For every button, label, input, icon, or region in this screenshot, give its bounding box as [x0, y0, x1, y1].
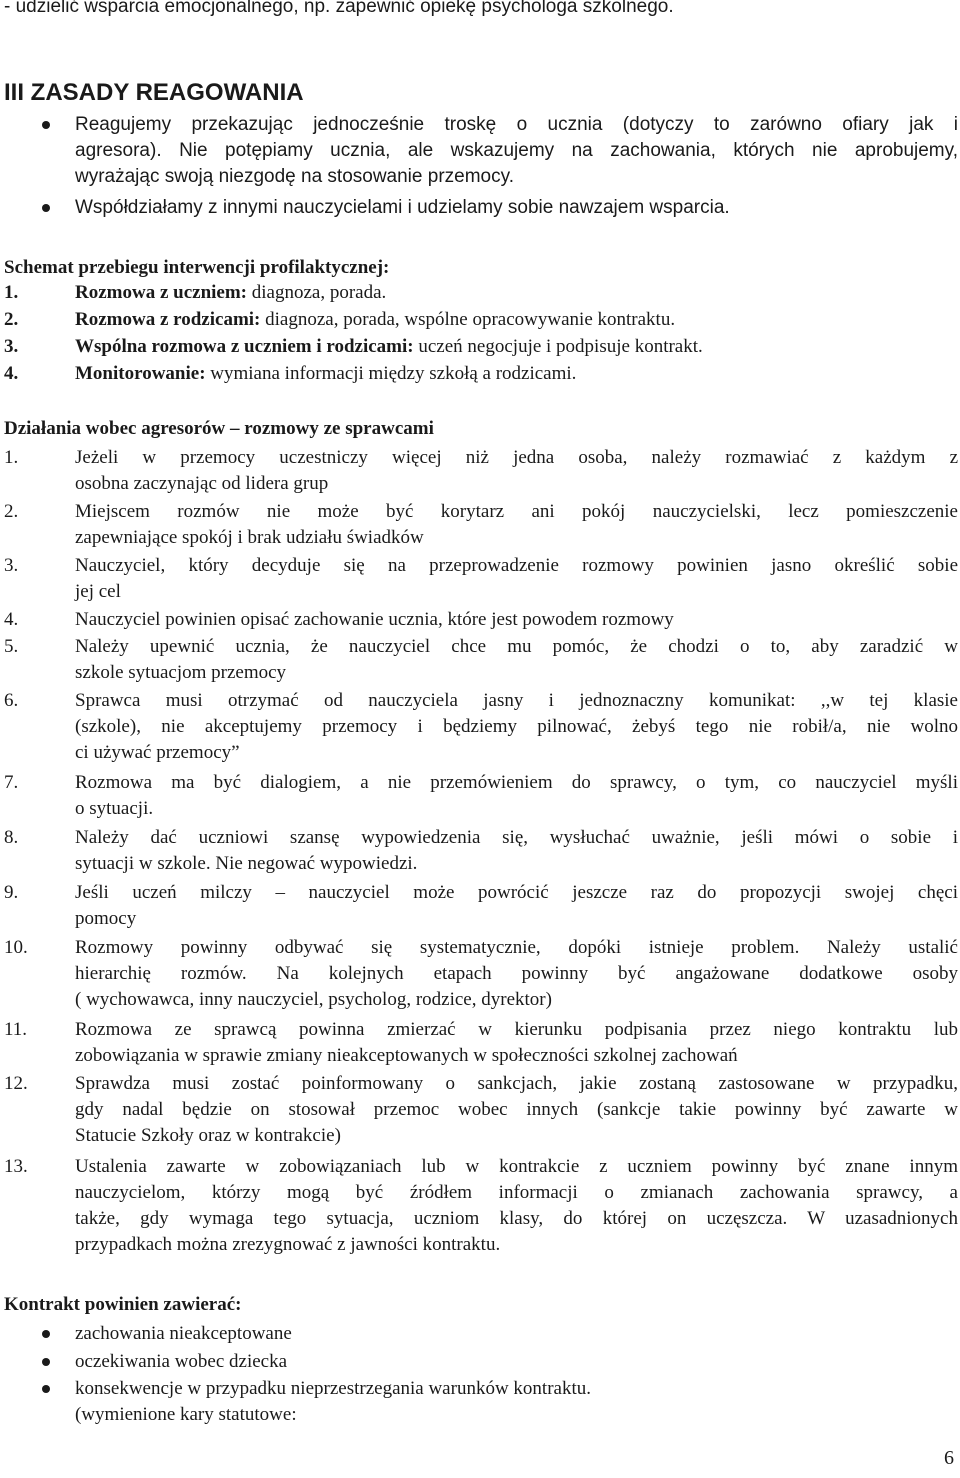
- schemat-item-label: Wspólna rozmowa z uczniem i rodzicami:: [75, 336, 414, 357]
- item-line: hierarchię rozmów. Na kolejnych etapach powinny być angażowane dodatkowe osoby: [75, 963, 958, 984]
- item-line: także, gdy wymaga tego sytuacja, uczniom klasy, do której on uczęszcza. W uzasadnionych: [75, 1208, 958, 1229]
- bullet-icon: [42, 1385, 50, 1393]
- dzialania-item: [75, 445, 958, 497]
- item-line: Miejscem rozmów nie może być korytarz ani pokój nauczycielski, lecz pomieszczenie: [75, 501, 958, 522]
- schemat-item-text: diagnoza, porada, wspólne opracowywanie kontraktu.: [260, 309, 676, 330]
- schemat-item-label: Monitorowanie:: [75, 363, 206, 384]
- list-number: 11.: [4, 1019, 28, 1040]
- list-number: 2.: [4, 501, 19, 522]
- item-line: gdy nadal będzie on stosował przemoc wobec innych (sankcje takie powinny być zawarte w: [75, 1099, 958, 1120]
- item-line: ci używać przemocy”: [75, 742, 240, 763]
- schemat-item-text: diagnoza, porada.: [247, 282, 387, 303]
- bullet-item: [75, 195, 958, 221]
- bullet-line: Reagujemy przekazując jednocześnie troskę o ucznia (dotyczy to zarówno ofiary jak i: [75, 114, 958, 135]
- list-number: 6.: [4, 690, 19, 711]
- item-line: Rozmowa ze sprawcą powinna zmierzać w kierunku podpisania przez niego kontraktu lub: [75, 1019, 958, 1040]
- list-number: 1.: [4, 447, 19, 468]
- list-number: 8.: [4, 827, 19, 848]
- item-line: jej cel: [75, 581, 121, 602]
- bullet-icon: [42, 1330, 50, 1338]
- item-line: osobna zaczynając od lidera grup: [75, 473, 329, 494]
- page-number: 6: [944, 1447, 954, 1469]
- item-line: Rozmowy powinny odbywać się systematycznie, dopóki istnieje problem. Należy ustalić: [75, 937, 958, 958]
- item-line: Jeżeli w przemocy uczestniczy więcej niż jedna osoba, należy rozmawiać z każdym z: [75, 447, 958, 468]
- item-line: ( wychowawca, inny nauczyciel, psycholog, rodzice, dyrektor): [75, 989, 552, 1010]
- item-line: zobowiązania w sprawie zmiany nieakceptowanych w społeczności szkolnej zachowań: [75, 1045, 738, 1066]
- list-number: 9.: [4, 882, 19, 903]
- item-line: przypadkach można zrezygnować z jawności kontraktu.: [75, 1234, 501, 1255]
- item-line: Nauczyciel, który decyduje się na przeprowadzenie rozmowy powinien jasno określić sobie: [75, 555, 958, 576]
- list-number: 12.: [4, 1073, 28, 1094]
- list-number: 4.: [4, 609, 19, 630]
- bullet-icon: [42, 121, 50, 129]
- bullet-line: Współdziałamy z innymi nauczycielami i udzielamy sobie nawzajem wsparcia.: [75, 197, 730, 218]
- dzialania-item: [75, 1017, 958, 1069]
- item-line: pomocy: [75, 908, 137, 929]
- item-line: Należy upewnić ucznia, że nauczyciel chce mu pomóc, że chodzi o to, aby zaradzić w: [75, 636, 958, 657]
- bullet-line: wyrażając swoją niezgodę na stosowanie przemocy.: [75, 166, 514, 187]
- dzialania-item: [75, 607, 958, 633]
- dzialania-item: [75, 770, 958, 822]
- bullet-item: [75, 112, 958, 190]
- list-number: 3.: [4, 555, 19, 576]
- dzialania-item: [75, 688, 958, 766]
- dzialania-item: [75, 935, 958, 1013]
- kontrakt-item: [75, 1321, 958, 1347]
- item-line: oczekiwania wobec dziecka: [75, 1351, 288, 1372]
- item-line: szkole sytuacjom przemocy: [75, 662, 287, 683]
- item-line: Ustalenia zawarte w zobowiązaniach lub w kontrakcie z uczniem powinny być znane innym: [75, 1156, 958, 1177]
- item-line: nauczycielom, którzy mogą być źródłem informacji o zmianach zachowania sprawcy, a: [75, 1182, 958, 1203]
- item-line: Sprawca musi otrzymać od nauczyciela jasny i jednoznaczny komunikat: ,,w tej klasie: [75, 690, 958, 711]
- item-line: konsekwencje w przypadku nieprzestrzegania warunków kontraktu.: [75, 1378, 591, 1399]
- bullet-icon: [42, 204, 50, 212]
- item-line: Nauczyciel powinien opisać zachowanie ucznia, które jest powodem rozmowy: [75, 609, 674, 630]
- schemat-item-text: uczeń negocjuje i podpisuje kontrakt.: [413, 336, 703, 357]
- list-number: 7.: [4, 772, 19, 793]
- list-number: 1.: [4, 282, 19, 303]
- dzialania-item: [75, 499, 958, 551]
- intro-line: - udzielić wsparcia emocjonalnego, np. zapewnić opiekę psychologa szkolnego.: [4, 0, 674, 17]
- schemat-item-label: Rozmowa z rodzicami:: [75, 309, 261, 330]
- item-line: Sprawdza musi zostać poinformowany o sankcjach, jakie zostaną zastosowane w przypadku,: [75, 1073, 958, 1094]
- item-line: sytuacji w szkole. Nie negować wypowiedzi.: [75, 853, 418, 874]
- list-number: 5.: [4, 636, 19, 657]
- schemat-item-text: wymiana informacji między szkołą a rodzicami.: [205, 363, 577, 384]
- item-line: (wymienione kary statutowe:: [75, 1404, 297, 1425]
- item-line: o sytuacji.: [75, 798, 154, 819]
- kontrakt-item: [75, 1349, 958, 1375]
- section-heading: III ZASADY REAGOWANIA: [4, 79, 304, 106]
- bullet-line: agresora). Nie potępiamy ucznia, ale wskazujemy na zachowania, których nie aprobujemy,: [75, 140, 958, 161]
- dzialania-item: [75, 1154, 958, 1258]
- schemat-item: [75, 361, 958, 387]
- item-line: Statucie Szkoły oraz w kontrakcie): [75, 1125, 341, 1146]
- item-line: (szkole), nie akceptujemy przemocy i będziemy pilnować, żebyś tego nie robił/a, nie wolno: [75, 716, 958, 737]
- item-line: zachowania nieakceptowane: [75, 1323, 292, 1344]
- item-line: Rozmowa ma być dialogiem, a nie przemówieniem do sprawcy, o tym, co nauczyciel myśli: [75, 772, 958, 793]
- dzialania-heading: Działania wobec agresorów – rozmowy ze sprawcami: [4, 418, 434, 439]
- schemat-item: [75, 334, 958, 360]
- kontrakt-item: [75, 1376, 958, 1428]
- schemat-item: [75, 307, 958, 333]
- kontrakt-heading: Kontrakt powinien zawierać:: [4, 1294, 242, 1315]
- list-number: 13.: [4, 1156, 28, 1177]
- dzialania-item: [75, 553, 958, 605]
- dzialania-item: [75, 825, 958, 877]
- list-number: 4.: [4, 363, 19, 384]
- schemat-heading: Schemat przebiegu interwencji profilaktycznej:: [4, 257, 390, 278]
- item-line: zapewniające spokój i brak udziału świadków: [75, 527, 424, 548]
- item-line: Należy dać uczniowi szansę wypowiedzenia się, wysłuchać uważnie, jeśli mówi o sobie i: [75, 827, 958, 848]
- dzialania-item: [75, 634, 958, 686]
- list-number: 2.: [4, 309, 19, 330]
- schemat-item-label: Rozmowa z uczniem:: [75, 282, 248, 303]
- list-number: 10.: [4, 937, 28, 958]
- dzialania-item: [75, 880, 958, 932]
- bullet-icon: [42, 1358, 50, 1366]
- list-number: 3.: [4, 336, 19, 357]
- dzialania-item: [75, 1071, 958, 1149]
- schemat-item: [75, 280, 958, 306]
- item-line: Jeśli uczeń milczy – nauczyciel może powrócić jeszcze raz do propozycji swojej chęci: [75, 882, 958, 903]
